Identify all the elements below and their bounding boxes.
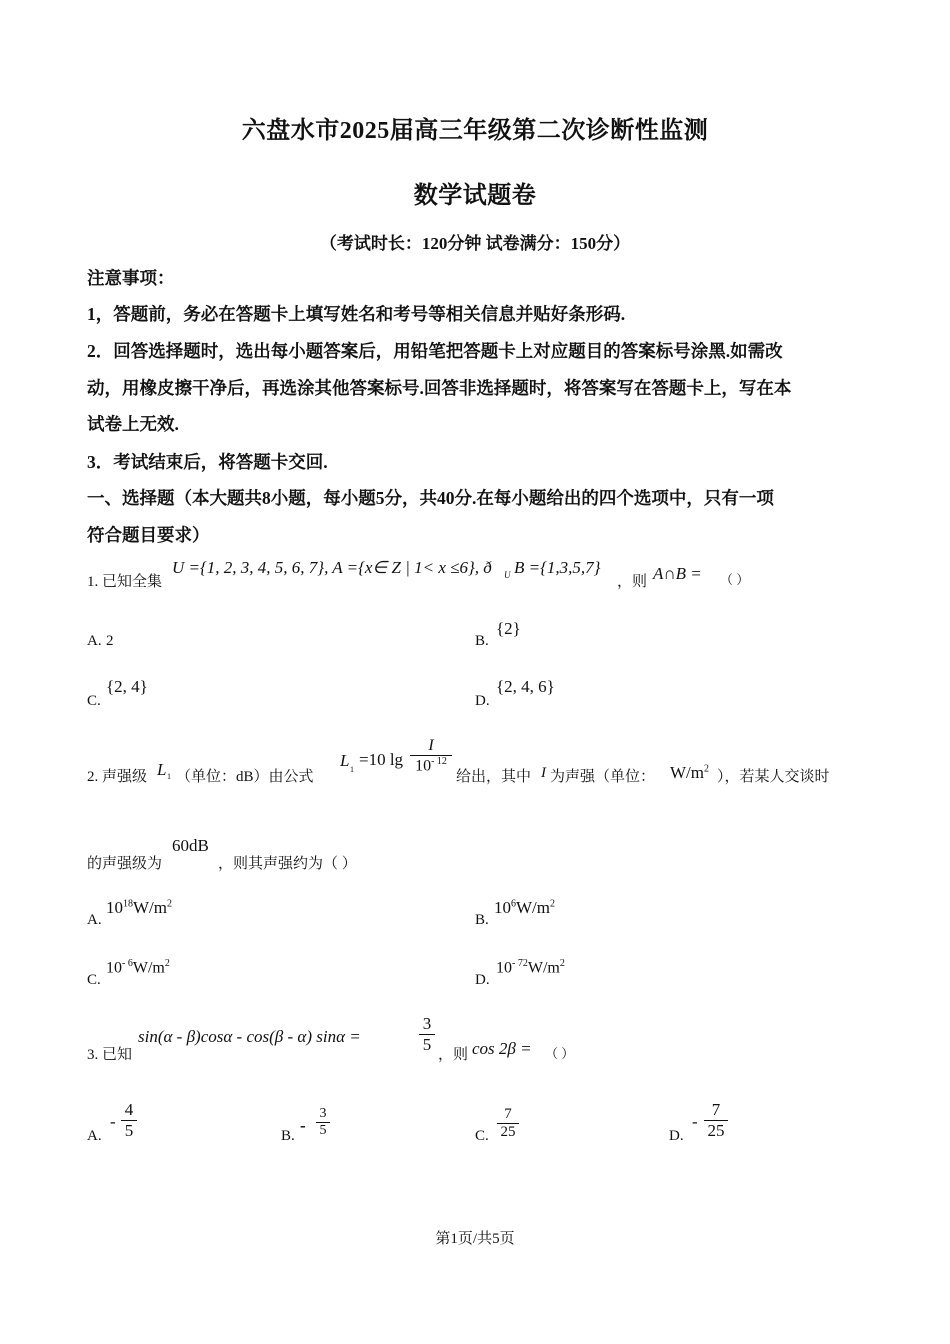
q3-option-b-den: 5	[319, 1123, 327, 1138]
q3-option-a-den: 5	[124, 1121, 134, 1140]
q3-option-d-label[interactable]: D.	[669, 1128, 684, 1144]
q1-complement-sub: U	[504, 570, 511, 580]
exam-subtitle: 数学试题卷	[413, 183, 537, 209]
q2-option-b-value	[494, 898, 555, 918]
q2-line2-prefix: 的声强级为	[87, 856, 163, 872]
q2-level: 60dB	[172, 836, 209, 855]
q3-option-a-frac	[121, 1100, 137, 1141]
q2-option-b-exp: 6	[511, 898, 516, 910]
q3-option-d-sign: -	[692, 1112, 698, 1131]
section-heading-line-1: 一、选择题（本大题共8小题，每小题5分，共40分.在每小题给出的四个选项中，只有一项	[87, 488, 774, 508]
q3-prefix: 3. 已知	[87, 1047, 133, 1063]
q3-frac	[419, 1014, 435, 1055]
q2-option-a-label[interactable]: A.	[87, 912, 102, 928]
notice-item-1: 1，答题前，务必在答题卡上填写姓名和考号等相关信息并贴好条形码.	[87, 304, 626, 324]
q2-var-l-sub: 1	[167, 772, 171, 781]
section-heading-line-2: 符合题目要求）	[87, 525, 210, 545]
q3-option-d-den: 25	[707, 1121, 725, 1140]
q3-option-b-label[interactable]: B.	[281, 1128, 295, 1144]
exam-title: 六盘水市2025届高三年级第二次诊断性监测	[241, 118, 709, 144]
q2-var-l: L	[157, 760, 167, 779]
q2-frac-num: I	[428, 737, 434, 754]
notice-item-3: 3．考试结束后，将答题卡交回.	[87, 452, 328, 472]
q2-option-c-exp: - 6	[122, 958, 133, 969]
q3-option-b-sign: -	[300, 1116, 306, 1135]
q2-option-b-unit: W/m	[516, 898, 550, 917]
q1-set-u: U ={1, 2, 3, 4, 5, 6, 7}, A ={x∈ Z | 1< x ≤6}, ð	[172, 558, 492, 577]
q2-formula-lhs-sub: 1	[350, 765, 354, 774]
q2-frac-den	[410, 756, 452, 775]
q2-line2-suffix: ，则其声强约为（ ）	[218, 856, 357, 872]
q1-option-d-value: {2, 4, 6}	[496, 677, 555, 696]
q2-option-a-exp: 18	[123, 898, 133, 910]
q2-formula-eq: =10 lg	[359, 750, 404, 769]
q2-option-d-value	[496, 958, 565, 977]
q2-formula-lhs: L	[340, 751, 350, 770]
q2-option-b-unit-exp: 2	[550, 898, 555, 910]
q1-suffix: ，则	[617, 574, 648, 590]
q3-option-c-den: 25	[500, 1124, 516, 1140]
q3-option-c-frac	[497, 1106, 519, 1141]
q1-option-a-value: 2	[106, 633, 114, 649]
q3-expr: sin(α - β)cosα - cos(β - α) sinα =	[138, 1027, 361, 1046]
q2-unit-w-text: W/m	[670, 763, 704, 782]
q3-option-a-num: 4	[124, 1100, 134, 1119]
q1-prefix: 1. 已知全集	[87, 574, 163, 590]
q3-option-d-num: 7	[711, 1100, 721, 1119]
q3-option-a-label[interactable]: A.	[87, 1128, 102, 1144]
q2-option-a-unit: W/m	[133, 898, 167, 917]
q3-suffix: ，则	[438, 1047, 469, 1063]
q2-mid-text: 给出，其中	[456, 769, 532, 785]
q2-option-c-unit-exp: 2	[164, 958, 170, 969]
q2-unit-w-exp: 2	[704, 763, 709, 775]
q3-option-b-frac	[316, 1106, 330, 1139]
q1-option-d-label[interactable]: D.	[475, 693, 490, 709]
q2-option-c-value	[106, 958, 170, 977]
q1-expr: A∩B =	[653, 564, 702, 583]
q1-option-b-value: {2}	[496, 619, 521, 638]
q3-option-c-label[interactable]: C.	[475, 1128, 489, 1144]
q2-option-b-base: 10	[494, 898, 511, 917]
page-footer: 第1页/共5页	[435, 1231, 515, 1247]
q3-option-c-num: 7	[504, 1106, 512, 1122]
q2-option-c-unit: W/m	[132, 959, 165, 977]
q3-target: cos 2β =	[472, 1039, 532, 1058]
q3-option-d-frac	[704, 1100, 728, 1141]
q2-frac-den-exp: - 12	[431, 756, 447, 767]
q1-paren: （ ）	[720, 572, 750, 587]
notice-item-2-line-3: 试卷上无效.	[87, 414, 179, 434]
q2-option-d-label[interactable]: D.	[475, 972, 490, 988]
q2-mid-text-2: 为声强（单位：	[550, 769, 656, 785]
q1-option-c-value: {2, 4}	[106, 677, 148, 696]
q1-option-c-label[interactable]: C.	[87, 693, 101, 709]
q3-option-a-sign: -	[110, 1112, 116, 1131]
q1-set-b: B ={1,3,5,7}	[514, 558, 601, 577]
q2-unit-w	[670, 763, 709, 783]
notice-item-2-line-2: 动，用橡皮擦干净后，再选涂其他答案标号.回答非选择题时，将答案写在答题卡上，写在本	[87, 378, 792, 398]
q2-frac-den-base: 10	[415, 757, 432, 775]
q2-formula-fraction	[410, 737, 452, 775]
q3-option-b-num: 3	[319, 1106, 327, 1121]
q1-option-a-label[interactable]: A.	[87, 633, 102, 649]
q2-option-a-base: 10	[106, 898, 123, 917]
q2-option-d-unit: W/m	[527, 959, 560, 977]
q2-option-d-unit-exp: 2	[559, 958, 565, 969]
q2-option-c-label[interactable]: C.	[87, 972, 101, 988]
q3-paren: （ ）	[545, 1046, 575, 1061]
q2-option-d-base: 10	[496, 959, 512, 977]
q2-prefix: 2. 声强级	[87, 769, 148, 785]
q2-end-text: ），若某人交谈时	[717, 769, 830, 785]
notice-item-2-line-1: 2．回答选择题时，选出每小题答案后，用铅笔把答题卡上对应题目的答案标号涂黑.如需改	[87, 341, 783, 361]
q3-frac-den: 5	[422, 1035, 432, 1054]
q2-var-i: I	[541, 765, 546, 781]
exam-info: （考试时长：120分钟 试卷满分：150分）	[319, 234, 631, 253]
q2-option-b-label[interactable]: B.	[475, 912, 489, 928]
q3-frac-num: 3	[422, 1014, 432, 1033]
notice-heading: 注意事项：	[87, 268, 175, 288]
q2-unit-text: （单位：dB）由公式	[176, 769, 314, 785]
q2-option-a-unit-exp: 2	[167, 898, 172, 910]
q1-option-b-label[interactable]: B.	[475, 633, 489, 649]
q2-option-d-exp: - 72	[512, 958, 528, 969]
q2-option-a-value	[106, 898, 172, 918]
q2-option-c-base: 10	[106, 959, 122, 977]
